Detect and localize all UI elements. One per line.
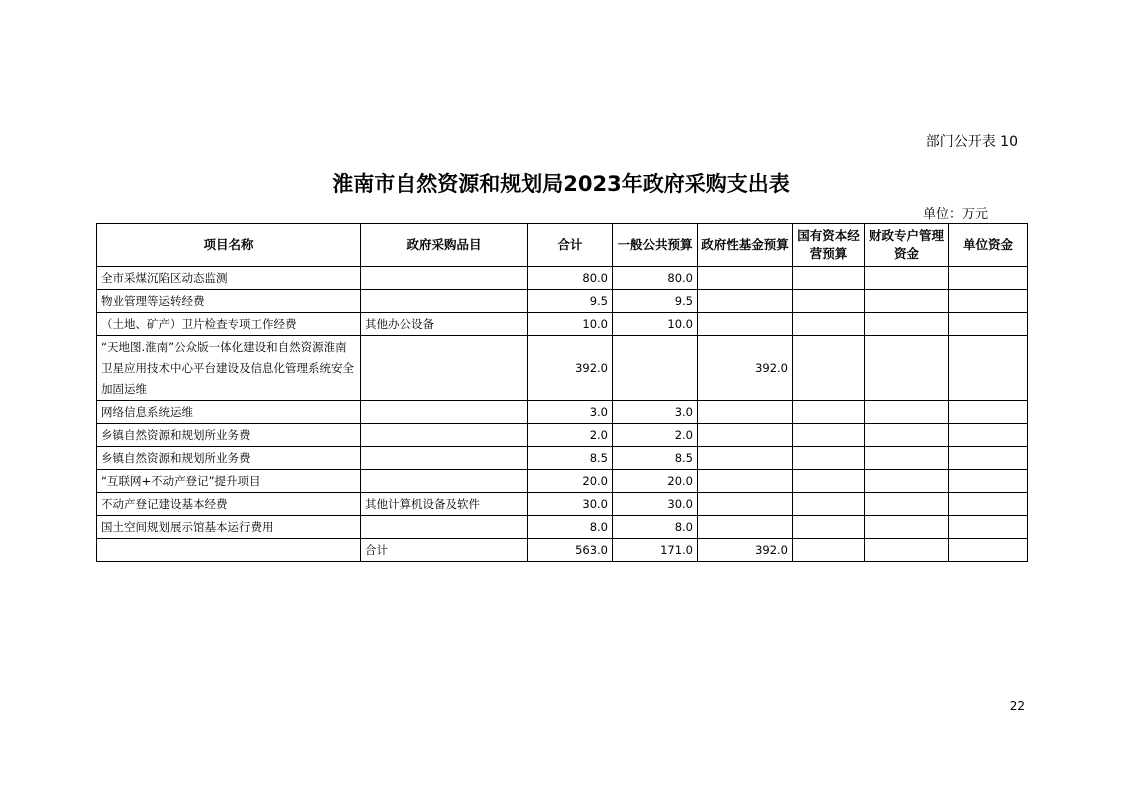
cell-total: 9.5 [528, 290, 613, 313]
cell-total: 80.0 [528, 267, 613, 290]
cell-general-budget: 8.5 [613, 447, 698, 470]
cell-total: 30.0 [528, 493, 613, 516]
page-number: 22 [1009, 699, 1025, 713]
cell-state-capital-budget [793, 539, 865, 562]
cell-fund-budget [698, 313, 793, 336]
cell-fund-budget [698, 424, 793, 447]
procurement-expenditure-table [96, 223, 1028, 562]
cell-fund-budget [698, 516, 793, 539]
table-total-row [97, 539, 1028, 562]
cell-fund-budget [698, 470, 793, 493]
cell-general-budget: 30.0 [613, 493, 698, 516]
cell-general-budget: 3.0 [613, 401, 698, 424]
cell-project-name: 不动产登记建设基本经费 [97, 493, 361, 516]
cell-state-capital-budget [793, 401, 865, 424]
page-title: 淮南市自然资源和规划局2023年政府采购支出表 [332, 172, 790, 196]
cell-fund-budget [698, 401, 793, 424]
cell-state-capital-budget [793, 516, 865, 539]
cell-special-account-funds [865, 447, 949, 470]
cell-project-name: 物业管理等运转经费 [97, 290, 361, 313]
cell-fund-budget [698, 493, 793, 516]
cell-state-capital-budget [793, 447, 865, 470]
cell-state-capital-budget [793, 493, 865, 516]
cell-general-budget: 9.5 [613, 290, 698, 313]
header-project-name: 项目名称 [97, 224, 361, 267]
unit-label: 单位：万元 [922, 207, 988, 222]
cell-procurement-item [361, 290, 528, 313]
cell-total: 3.0 [528, 401, 613, 424]
cell-special-account-funds [865, 313, 949, 336]
cell-special-account-funds [865, 336, 949, 401]
cell-project-name: “互联网+不动产登记”提升项目 [97, 470, 361, 493]
table-row [97, 313, 1028, 336]
cell-special-account-funds [865, 401, 949, 424]
cell-project-name: 网络信息系统运维 [97, 401, 361, 424]
cell-total-label: 合计 [361, 539, 528, 562]
header-total: 合计 [528, 224, 613, 267]
cell-procurement-item [361, 470, 528, 493]
cell-project-name: “天地图.淮南”公众版一体化建设和自然资源淮南卫星应用技术中心平台建设及信息化管理系统安全加固运维 [97, 336, 361, 401]
cell-procurement-item: 其他计算机设备及软件 [361, 493, 528, 516]
cell-project-name: 乡镇自然资源和规划所业务费 [97, 424, 361, 447]
cell-general-budget: 171.0 [613, 539, 698, 562]
cell-general-budget: 10.0 [613, 313, 698, 336]
cell-state-capital-budget [793, 424, 865, 447]
cell-fund-budget [698, 267, 793, 290]
cell-special-account-funds [865, 267, 949, 290]
cell-unit-funds [949, 336, 1028, 401]
cell-project-name [97, 539, 361, 562]
cell-special-account-funds [865, 424, 949, 447]
header-state-capital-budget: 国有资本经营预算 [793, 224, 865, 267]
cell-procurement-item [361, 516, 528, 539]
cell-procurement-item [361, 336, 528, 401]
cell-unit-funds [949, 539, 1028, 562]
cell-state-capital-budget [793, 313, 865, 336]
header-general-budget: 一般公共预算 [613, 224, 698, 267]
header-fund-budget: 政府性基金预算 [698, 224, 793, 267]
cell-special-account-funds [865, 470, 949, 493]
cell-state-capital-budget [793, 267, 865, 290]
cell-total: 563.0 [528, 539, 613, 562]
cell-project-name: 乡镇自然资源和规划所业务费 [97, 447, 361, 470]
cell-general-budget: 20.0 [613, 470, 698, 493]
cell-unit-funds [949, 470, 1028, 493]
cell-general-budget: 2.0 [613, 424, 698, 447]
table-header-row [97, 224, 1028, 267]
header-unit-funds: 单位资金 [949, 224, 1028, 267]
cell-state-capital-budget [793, 290, 865, 313]
cell-procurement-item [361, 267, 528, 290]
cell-fund-budget: 392.0 [698, 336, 793, 401]
cell-unit-funds [949, 313, 1028, 336]
cell-total: 10.0 [528, 313, 613, 336]
cell-general-budget [613, 336, 698, 401]
cell-unit-funds [949, 447, 1028, 470]
cell-special-account-funds [865, 539, 949, 562]
cell-total: 8.5 [528, 447, 613, 470]
cell-fund-budget [698, 447, 793, 470]
cell-project-name: 全市采煤沉陷区动态监测 [97, 267, 361, 290]
cell-unit-funds [949, 290, 1028, 313]
header-procurement-item: 政府采购品目 [361, 224, 528, 267]
cell-total: 20.0 [528, 470, 613, 493]
cell-state-capital-budget [793, 336, 865, 401]
cell-total: 8.0 [528, 516, 613, 539]
cell-procurement-item [361, 447, 528, 470]
cell-unit-funds [949, 516, 1028, 539]
cell-unit-funds [949, 424, 1028, 447]
cell-unit-funds [949, 401, 1028, 424]
cell-project-name: （土地、矿产）卫片检查专项工作经费 [97, 313, 361, 336]
table-row [97, 516, 1028, 539]
cell-fund-budget: 392.0 [698, 539, 793, 562]
cell-total: 2.0 [528, 424, 613, 447]
cell-general-budget: 80.0 [613, 267, 698, 290]
cell-special-account-funds [865, 290, 949, 313]
table-row [97, 493, 1028, 516]
cell-project-name: 国土空间规划展示馆基本运行费用 [97, 516, 361, 539]
cell-procurement-item: 其他办公设备 [361, 313, 528, 336]
document-number: 部门公开表 10 [925, 134, 1018, 150]
header-special-account-funds: 财政专户管理资金 [865, 224, 949, 267]
cell-special-account-funds [865, 516, 949, 539]
cell-unit-funds [949, 267, 1028, 290]
cell-state-capital-budget [793, 470, 865, 493]
table-row [97, 424, 1028, 447]
table-row [97, 470, 1028, 493]
cell-total: 392.0 [528, 336, 613, 401]
table-row [97, 336, 1028, 401]
cell-procurement-item [361, 424, 528, 447]
table-row [97, 290, 1028, 313]
table-row [97, 447, 1028, 470]
cell-general-budget: 8.0 [613, 516, 698, 539]
cell-procurement-item [361, 401, 528, 424]
table-row [97, 267, 1028, 290]
cell-unit-funds [949, 493, 1028, 516]
cell-special-account-funds [865, 493, 949, 516]
table-row [97, 401, 1028, 424]
cell-fund-budget [698, 290, 793, 313]
